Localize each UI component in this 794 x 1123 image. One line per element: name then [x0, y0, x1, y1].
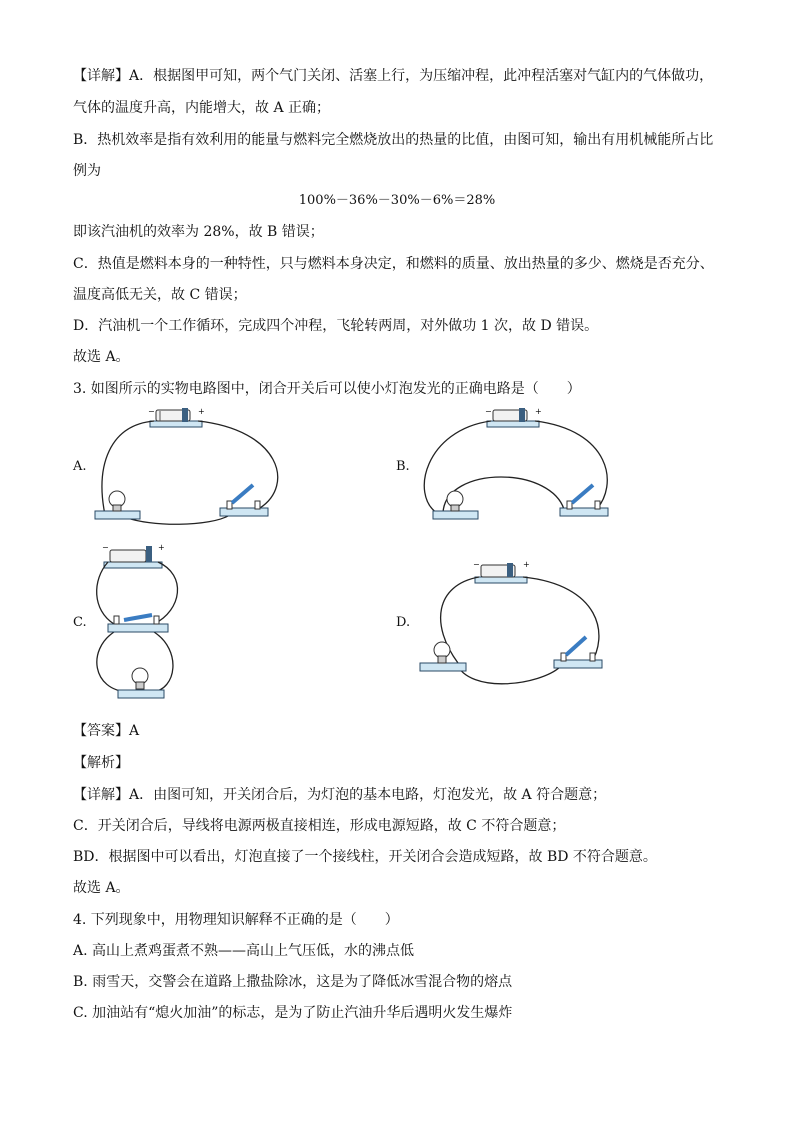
- detail-3-line-3: BD．根据图中可以看出，灯泡直接了一个接线柱，开关闭合会造成短路，故 BD 不符合题意。: [73, 849, 657, 865]
- question-3-stem: 3. 如图所示的实物电路图中，闭合开关后可以使小灯泡发光的正确电路是（ ）: [73, 381, 581, 397]
- question-4-option-c: C. 加油站有“熄火加油”的标志，是为了防止汽油升华后遇明火发生爆炸: [73, 1005, 513, 1021]
- bulb-icon: [420, 642, 466, 671]
- battery-icon: [148, 407, 205, 427]
- detail-3-line-1: 【详解】A．由图可知，开关闭合后，为灯泡的基本电路，灯泡发光，故 A 符合题意；: [73, 787, 607, 803]
- bulb-icon: [118, 668, 164, 698]
- switch-icon: [554, 637, 602, 668]
- option-b-label: B.: [396, 459, 410, 474]
- explanation-line-1: 【详解】A．根据图甲可知，两个气门关闭、活塞上行，为压缩冲程，此冲程活塞对气缸内的气体做功，: [73, 68, 714, 84]
- explanation-line-7: 温度高低无关，故 C 错误；: [73, 287, 247, 303]
- explanation-line-8: D．汽油机一个工作循环，完成四个冲程，飞轮转两周，对外做功 1 次，故 D 错误。: [73, 318, 599, 334]
- efficiency-formula: 100%－36%－30%－6%＝28%: [298, 193, 496, 208]
- detail-3-line-2: C．开关闭合后，导线将电源两极直接相连，形成电源短路，故 C 不符合题意；: [73, 818, 566, 834]
- battery-icon: [473, 560, 530, 583]
- explanation-line-5: 即该汽油机的效率为 28%，故 B 错误；: [73, 224, 324, 240]
- circuit-a-figure: [90, 405, 280, 530]
- switch-icon: [220, 485, 268, 516]
- svg-text:−: −: [473, 560, 480, 569]
- answer-3: 【答案】A: [73, 723, 140, 739]
- explanation-line-2: 气体的温度升高，内能增大，故 A 正确；: [73, 100, 331, 116]
- explanation-line-6: C．热值是燃料本身的一种特性，只与燃料本身决定，和燃料的质量、放出热量的多少、燃烧是否充分、: [73, 256, 714, 272]
- option-c-label: C.: [73, 615, 87, 630]
- explanation-line-4: 例为: [73, 163, 101, 179]
- detail-3-conclusion: 故选 A。: [73, 880, 130, 896]
- switch-icon: [560, 485, 608, 516]
- explanation-conclusion: 故选 A。: [73, 349, 130, 365]
- svg-text:+: +: [198, 407, 205, 416]
- svg-text:−: −: [148, 407, 155, 416]
- analysis-3-heading: 【解析】: [73, 755, 129, 771]
- svg-text:+: +: [158, 543, 165, 552]
- question-4-option-a: A. 高山上煮鸡蛋煮不熟——高山上气压低，水的沸点低: [73, 943, 415, 959]
- svg-text:+: +: [523, 560, 530, 569]
- switch-icon: [108, 615, 168, 632]
- circuit-b-figure: [415, 405, 615, 530]
- question-4-option-b: B. 雨雪天，交警会在道路上撒盐除冰，这是为了降低冰雪混合物的熔点: [73, 974, 513, 990]
- question-4-stem: 4. 下列现象中，用物理知识解释不正确的是（ ）: [73, 912, 399, 928]
- bulb-icon: [433, 491, 478, 519]
- svg-text:+: +: [535, 407, 542, 416]
- circuit-c-figure: [92, 540, 192, 710]
- svg-text:−: −: [485, 407, 492, 416]
- battery-icon: [102, 543, 165, 568]
- explanation-line-3: B．热机效率是指有效利用的能量与燃料完全燃烧放出的热量的比值，由图可知，输出有用机械能所占比: [73, 132, 714, 148]
- option-a-label: A.: [73, 459, 87, 474]
- option-d-label: D.: [396, 615, 411, 630]
- svg-text:−: −: [102, 543, 109, 552]
- circuit-d-figure: [420, 555, 610, 690]
- battery-icon: [485, 407, 542, 427]
